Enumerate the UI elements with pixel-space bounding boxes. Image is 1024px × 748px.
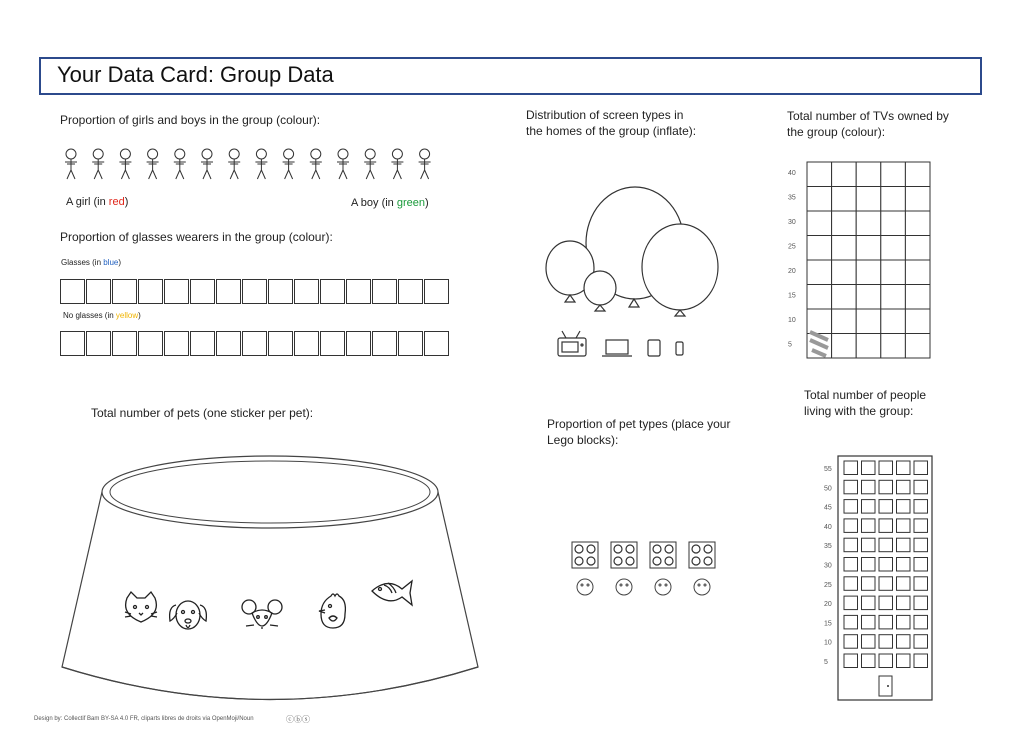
window-cell[interactable] xyxy=(844,519,858,533)
footer-credit: Design by: Collectif Bam BY-SA 4.0 FR, cliparts libres de droits via OpenMoji/Noun xyxy=(34,716,254,722)
window-cell[interactable] xyxy=(897,500,911,513)
tv-cell[interactable] xyxy=(881,334,906,359)
window-cell[interactable] xyxy=(844,596,858,610)
tv-cell[interactable] xyxy=(832,309,857,334)
people-axis-tick: 25 xyxy=(824,581,832,589)
tv-cell[interactable] xyxy=(832,162,857,187)
window-cell[interactable] xyxy=(879,635,893,649)
window-cell[interactable] xyxy=(897,615,911,629)
tv-cell[interactable] xyxy=(832,285,857,310)
tv-cell[interactable] xyxy=(881,187,906,212)
window-cell[interactable] xyxy=(844,480,858,494)
window-cell[interactable] xyxy=(914,519,928,533)
color-box[interactable] xyxy=(424,279,449,304)
tv-axis-tick: 25 xyxy=(788,243,796,251)
window-cell[interactable] xyxy=(914,558,928,572)
color-box[interactable] xyxy=(138,331,163,356)
color-box[interactable] xyxy=(112,279,137,304)
girl-legend: A girl (in red) xyxy=(66,196,129,208)
window-cell[interactable] xyxy=(914,577,928,591)
window-cell[interactable] xyxy=(862,519,876,533)
phone-icon xyxy=(676,342,683,355)
cat-icon xyxy=(616,579,632,595)
tv-cell[interactable] xyxy=(807,162,832,187)
screens-prompt-1: Distribution of screen types in xyxy=(526,108,684,122)
window-cell[interactable] xyxy=(879,480,893,494)
fish-icon xyxy=(655,579,671,595)
building-grid[interactable] xyxy=(816,454,936,704)
window-cell[interactable] xyxy=(897,480,911,494)
person-figure-icon[interactable] xyxy=(174,149,186,179)
tv-cell[interactable] xyxy=(905,187,930,212)
window-cell[interactable] xyxy=(844,615,858,629)
lego-block-icon[interactable] xyxy=(689,542,715,568)
tv-cell[interactable] xyxy=(832,211,857,236)
people-axis-tick: 20 xyxy=(824,601,832,609)
tv-cell[interactable] xyxy=(905,211,930,236)
window-cell[interactable] xyxy=(862,596,876,610)
color-box[interactable] xyxy=(86,331,111,356)
person-figure-icon[interactable] xyxy=(391,149,403,179)
window-cell[interactable] xyxy=(897,596,911,610)
color-box[interactable] xyxy=(242,279,267,304)
window-cell[interactable] xyxy=(862,577,876,591)
window-cell[interactable] xyxy=(844,558,858,572)
stick-figures-row xyxy=(60,148,440,182)
tv-axis-tick: 30 xyxy=(788,219,796,226)
lego-block-icon[interactable] xyxy=(611,542,637,568)
tv-cell[interactable] xyxy=(856,309,881,334)
person-figure-icon[interactable] xyxy=(364,149,376,179)
window-cell[interactable] xyxy=(897,577,911,591)
people-axis-tick: 15 xyxy=(824,620,832,628)
screen-device-icons xyxy=(556,330,691,360)
window-cell[interactable] xyxy=(844,461,858,475)
person-figure-icon[interactable] xyxy=(147,149,159,179)
window-cell[interactable] xyxy=(844,577,858,591)
window-cell[interactable] xyxy=(862,500,876,513)
tv-cell[interactable] xyxy=(856,260,881,285)
tv-axis-tick: 10 xyxy=(788,317,796,324)
tvs-prompt-1: Total number of TVs owned by xyxy=(787,109,949,123)
laptop-icon xyxy=(602,340,632,356)
pet-bowl[interactable] xyxy=(60,452,480,707)
window-cell[interactable] xyxy=(879,577,893,591)
tv-cell[interactable] xyxy=(807,211,832,236)
window-cell[interactable] xyxy=(897,635,911,649)
page-title: Your Data Card: Group Data xyxy=(57,62,334,87)
window-cell[interactable] xyxy=(844,654,858,668)
person-figure-icon[interactable] xyxy=(119,149,131,179)
people-axis-tick: 55 xyxy=(824,466,832,473)
tv-cell[interactable] xyxy=(832,334,857,359)
color-box[interactable] xyxy=(216,331,241,356)
window-cell[interactable] xyxy=(879,558,893,572)
window-cell[interactable] xyxy=(897,461,911,475)
color-box[interactable] xyxy=(398,331,423,356)
color-box[interactable] xyxy=(294,331,319,356)
color-box[interactable] xyxy=(112,331,137,356)
gender-prompt: Proportion of girls and boys in the group (colour): xyxy=(60,113,321,127)
color-box[interactable] xyxy=(216,279,241,304)
window-cell[interactable] xyxy=(862,480,876,494)
color-box[interactable] xyxy=(346,279,371,304)
window-cell[interactable] xyxy=(844,500,858,513)
window-cell[interactable] xyxy=(914,615,928,629)
color-box[interactable] xyxy=(398,279,423,304)
tv-cell[interactable] xyxy=(856,236,881,261)
tv-cell[interactable] xyxy=(881,162,906,187)
color-box[interactable] xyxy=(424,331,449,356)
color-box[interactable] xyxy=(320,279,345,304)
color-box[interactable] xyxy=(372,331,397,356)
color-box[interactable] xyxy=(346,331,371,356)
tvs-prompt-2: the group (colour): xyxy=(787,125,886,139)
tv-axis-tick: 35 xyxy=(788,194,796,202)
tv-cell[interactable] xyxy=(807,260,832,285)
window-cell[interactable] xyxy=(897,538,911,552)
tv-axis-tick: 15 xyxy=(788,292,796,300)
cc-license-icon: ⓒⓑⓢ xyxy=(286,715,310,724)
tv-cell[interactable] xyxy=(856,187,881,212)
dog-icon xyxy=(577,579,593,595)
window-cell[interactable] xyxy=(862,654,876,668)
tv-icon xyxy=(558,331,586,356)
person-figure-icon[interactable] xyxy=(92,149,104,179)
tv-cell[interactable] xyxy=(905,260,930,285)
screens-prompt-2: the homes of the group (inflate): xyxy=(526,124,697,138)
person-figure-icon[interactable] xyxy=(283,149,295,179)
window-cell[interactable] xyxy=(862,558,876,572)
color-box[interactable] xyxy=(294,279,319,304)
window-cell[interactable] xyxy=(914,596,928,610)
window-cell[interactable] xyxy=(897,519,911,533)
window-cell[interactable] xyxy=(862,538,876,552)
window-cell[interactable] xyxy=(879,461,893,475)
people-axis-tick: 30 xyxy=(824,562,832,570)
tv-grid[interactable] xyxy=(780,160,935,360)
color-box[interactable] xyxy=(320,331,345,356)
lego-block-icon[interactable] xyxy=(650,542,676,568)
people-axis-tick: 35 xyxy=(824,543,832,551)
door-icon xyxy=(879,676,892,696)
glasses-boxes[interactable] xyxy=(60,279,450,304)
tv-cell[interactable] xyxy=(881,285,906,310)
color-box[interactable] xyxy=(190,331,215,356)
color-box[interactable] xyxy=(268,331,293,356)
tv-cell[interactable] xyxy=(856,334,881,359)
tv-cell[interactable] xyxy=(905,285,930,310)
balloons[interactable] xyxy=(540,185,725,320)
window-cell[interactable] xyxy=(897,654,911,668)
pets-total-prompt: Total number of pets (one sticker per pet): xyxy=(91,406,314,420)
tv-cell[interactable] xyxy=(905,334,930,359)
tv-axis-tick: 40 xyxy=(788,170,796,177)
window-cell[interactable] xyxy=(879,519,893,533)
tv-cell[interactable] xyxy=(905,236,930,261)
window-cell[interactable] xyxy=(914,461,928,475)
glasses-prompt: Proportion of glasses wearers in the group (colour): xyxy=(60,230,333,244)
person-figure-icon[interactable] xyxy=(201,149,213,179)
color-box[interactable] xyxy=(242,331,267,356)
boy-legend: A boy (in green) xyxy=(351,197,429,209)
person-figure-icon[interactable] xyxy=(65,149,77,179)
noglasses-legend: No glasses (in yellow) xyxy=(63,311,141,320)
tv-cell[interactable] xyxy=(807,285,832,310)
color-box[interactable] xyxy=(190,279,215,304)
color-box[interactable] xyxy=(60,331,85,356)
people-axis-tick: 50 xyxy=(824,485,832,493)
window-cell[interactable] xyxy=(914,500,928,513)
color-box[interactable] xyxy=(372,279,397,304)
window-cell[interactable] xyxy=(897,558,911,572)
tv-cell[interactable] xyxy=(856,162,881,187)
tv-cell[interactable] xyxy=(905,162,930,187)
tv-cell[interactable] xyxy=(807,309,832,334)
tablet-icon xyxy=(648,340,660,356)
tv-cell[interactable] xyxy=(881,211,906,236)
people-prompt-1: Total number of people xyxy=(804,388,927,402)
glasses-legend: Glasses (in blue) xyxy=(61,258,122,267)
tv-cell[interactable] xyxy=(807,236,832,261)
window-cell[interactable] xyxy=(879,500,893,513)
person-figure-icon[interactable] xyxy=(310,149,322,179)
tv-cell[interactable] xyxy=(832,187,857,212)
color-box[interactable] xyxy=(164,331,189,356)
tv-cell[interactable] xyxy=(856,211,881,236)
person-figure-icon[interactable] xyxy=(255,149,267,179)
person-figure-icon[interactable] xyxy=(419,149,431,179)
tv-cell[interactable] xyxy=(807,187,832,212)
tv-axis-tick: 20 xyxy=(788,268,796,275)
people-axis-tick: 40 xyxy=(824,523,832,531)
pet-types-prompt-1: Proportion of pet types (place your xyxy=(547,417,731,431)
title-box xyxy=(39,57,982,95)
tv-cell[interactable] xyxy=(832,260,857,285)
tv-cell[interactable] xyxy=(856,285,881,310)
noglasses-boxes[interactable] xyxy=(60,331,450,356)
color-box[interactable] xyxy=(60,279,85,304)
tv-cell[interactable] xyxy=(832,236,857,261)
person-figure-icon[interactable] xyxy=(337,149,349,179)
color-box[interactable] xyxy=(86,279,111,304)
color-box[interactable] xyxy=(268,279,293,304)
window-cell[interactable] xyxy=(914,480,928,494)
window-cell[interactable] xyxy=(844,635,858,649)
color-box[interactable] xyxy=(138,279,163,304)
window-cell[interactable] xyxy=(879,654,893,668)
window-cell[interactable] xyxy=(862,635,876,649)
window-cell[interactable] xyxy=(879,596,893,610)
people-axis-tick: 5 xyxy=(824,659,828,666)
window-cell[interactable] xyxy=(914,635,928,649)
tv-cell[interactable] xyxy=(905,309,930,334)
tv-cell[interactable] xyxy=(881,309,906,334)
window-cell[interactable] xyxy=(914,654,928,668)
color-box[interactable] xyxy=(164,279,189,304)
pet-types-prompt-2: Lego blocks): xyxy=(547,433,619,447)
window-cell[interactable] xyxy=(862,615,876,629)
people-axis-tick: 10 xyxy=(824,639,832,647)
people-prompt-2: living with the group: xyxy=(804,404,914,418)
window-cell[interactable] xyxy=(862,461,876,475)
lego-blocks[interactable] xyxy=(571,541,721,601)
person-figure-icon[interactable] xyxy=(228,149,240,179)
window-cell[interactable] xyxy=(914,538,928,552)
tv-cell[interactable] xyxy=(881,236,906,261)
tv-axis-tick: 5 xyxy=(788,341,792,349)
window-cell[interactable] xyxy=(844,538,858,552)
tv-cell[interactable] xyxy=(881,260,906,285)
window-cell[interactable] xyxy=(879,615,893,629)
rodent-bird-icon xyxy=(694,579,710,595)
people-axis-tick: 45 xyxy=(824,504,832,512)
window-cell[interactable] xyxy=(879,538,893,552)
lego-block-icon[interactable] xyxy=(572,542,598,568)
